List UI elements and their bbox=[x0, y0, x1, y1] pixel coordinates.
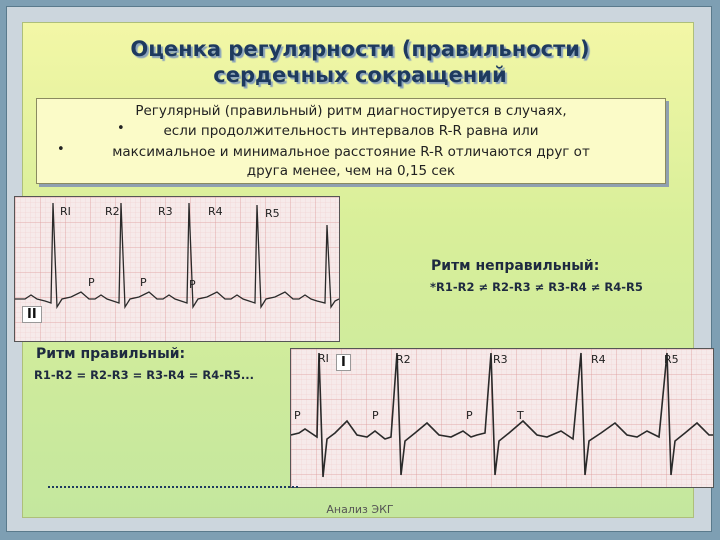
irregular-formula: *R1-R2 ≠ R2-R3 ≠ R3-R4 ≠ R4-R5 bbox=[430, 280, 643, 294]
irregular-p-label-2: P bbox=[372, 409, 379, 422]
slide-footer: Анализ ЭКГ bbox=[326, 503, 394, 516]
regular-r-label-5: R5 bbox=[265, 207, 280, 220]
irregular-p-label-3: P bbox=[466, 409, 473, 422]
title-line-2: сердечных сокращений bbox=[213, 63, 507, 87]
irregular-r-label-1: RI bbox=[318, 352, 329, 365]
dotted-divider bbox=[48, 486, 298, 488]
irregular-heading bbox=[431, 258, 599, 274]
irregular-heading-text: Ритм неправильный bbox=[431, 258, 594, 274]
irregular-t-label: T bbox=[517, 409, 524, 422]
regular-formula: R1-R2 = R2-R3 = R3-R4 = R4-R5... bbox=[34, 368, 254, 382]
irregular-p-label-1: P bbox=[294, 409, 301, 422]
bullet-dot-2: • bbox=[57, 142, 65, 157]
ecg-strip-irregular bbox=[290, 348, 714, 488]
regular-p-label-1: P bbox=[88, 276, 95, 289]
regular-heading: Ритм правильный: bbox=[36, 346, 186, 362]
regular-p-label-3: P bbox=[189, 278, 196, 291]
irregular-r-label-2: R2 bbox=[396, 353, 411, 366]
regular-lead-label: II bbox=[22, 306, 42, 323]
ecg-regular-svg bbox=[15, 197, 339, 341]
irregular-heading-colon: : bbox=[593, 258, 600, 274]
regular-p-label-2: P bbox=[140, 276, 147, 289]
irregular-lead-label: I bbox=[336, 354, 351, 371]
bullet-dot-1: • bbox=[117, 121, 125, 136]
definition-intro: Регулярный (правильный) ритм диагностируется в случаях, bbox=[135, 103, 567, 119]
definition-line-4: друга менее, чем на 0,15 сек bbox=[246, 163, 456, 179]
definition-box bbox=[36, 98, 666, 184]
regular-r-label-1: RI bbox=[60, 205, 71, 218]
irregular-r-label-4: R4 bbox=[591, 353, 606, 366]
ecg-irregular-svg bbox=[291, 349, 713, 487]
regular-r-label-2: R2 bbox=[105, 205, 120, 218]
slide-title bbox=[0, 36, 720, 88]
regular-r-label-3: R3 bbox=[158, 205, 173, 218]
definition-bullet-2: максимальное и минимальное расстояние R-R отличаются друг от bbox=[112, 144, 590, 160]
definition-bullet-1: если продолжительность интервалов R-R равна или bbox=[163, 123, 539, 139]
irregular-r-label-5: R5 bbox=[664, 353, 679, 366]
irregular-r-label-3: R3 bbox=[493, 353, 508, 366]
title-line-1: Оценка регулярности (правильности) bbox=[130, 37, 590, 61]
regular-r-label-4: R4 bbox=[208, 205, 223, 218]
